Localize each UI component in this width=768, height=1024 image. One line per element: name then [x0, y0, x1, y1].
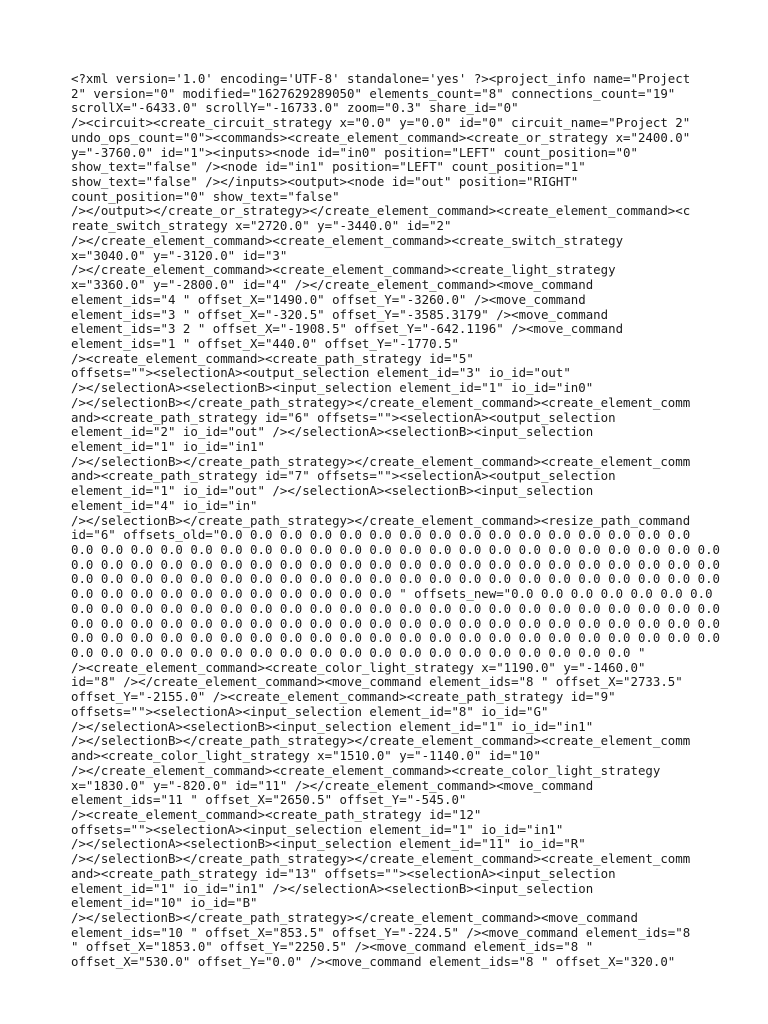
- text-line: id="6" offsets_old="0.0 0.0 0.0 0.0 0.0 0.0 0.0 0.0 0.0 0.0 0.0 0.0 0.0 0.0 0.0 0.0: [71, 527, 691, 543]
- text-line: element_id="1" io_id="out" /></selectionA><selectionB><input_selection: [71, 483, 594, 499]
- text-line: offset_Y="-2155.0" /><create_element_command><create_path_strategy id="9": [71, 689, 616, 705]
- text-line: /></selectionA><selectionB><input_selection element_id="11" io_id="R": [71, 836, 586, 852]
- text-line: x="3360.0" y="-2800.0" id="4" /></create_element_command><move_command: [71, 277, 594, 293]
- text-line: y="-3760.0" id="1"><inputs><node id="in0" position="LEFT" count_position="0": [71, 144, 638, 160]
- text-line: element_ids="4 " offset_X="1490.0" offset_Y="-3260.0" /><move_command: [71, 291, 586, 307]
- text-line: /></selectionB></create_path_strategy></create_element_command><create_element_comm: [71, 733, 691, 749]
- text-line: offsets=""><selectionA><input_selection element_id="8" io_id="G": [71, 703, 549, 719]
- text-line: element_id="1" io_id="in1" /></selectionA><selectionB><input_selection: [71, 880, 594, 896]
- text-line: element_id="1" io_id="in1": [71, 438, 265, 454]
- text-line: /></selectionA><selectionB><input_selection element_id="1" io_id="in1": [71, 718, 594, 734]
- text-line: 0.0 0.0 0.0 0.0 0.0 0.0 0.0 0.0 0.0 0.0 0.0 0.0 0.0 0.0 0.0 0.0 0.0 0.0 0.0 0.0 0.0 0.0: [71, 615, 721, 631]
- text-line: /><create_element_command><create_path_strategy id="12": [71, 806, 482, 822]
- text-line: element_ids="1 " offset_X="440.0" offset_Y="-1770.5": [71, 335, 459, 351]
- text-line: element_ids="10 " offset_X="853.5" offset_Y="-224.5" /><move_command element_ids="8: [71, 924, 691, 940]
- text-line: 0.0 0.0 0.0 0.0 0.0 0.0 0.0 0.0 0.0 0.0 0.0 0.0 0.0 0.0 0.0 0.0 0.0 0.0 0.0 0.0 0.0 0.0: [71, 571, 721, 587]
- text-line: 0.0 0.0 0.0 0.0 0.0 0.0 0.0 0.0 0.0 0.0 0.0 0.0 0.0 0.0 0.0 0.0 0.0 0.0 0.0 ": [71, 645, 646, 661]
- text-line: element_ids="11 " offset_X="2650.5" offset_Y="-545.0": [71, 792, 467, 808]
- text-line: 0.0 0.0 0.0 0.0 0.0 0.0 0.0 0.0 0.0 0.0 0.0 0.0 0.0 0.0 0.0 0.0 0.0 0.0 0.0 0.0 0.0 0.0: [71, 600, 721, 616]
- text-line: count_position="0" show_text="false": [71, 188, 340, 204]
- text-line: /></selectionA><selectionB><input_selection element_id="1" io_id="in0": [71, 380, 594, 396]
- xml-document-text: [71, 71, 721, 985]
- text-line: 2" version="0" modified="1627629289050" elements_count="8" connections_count="19": [71, 85, 676, 101]
- text-line: offsets=""><selectionA><output_selection element_id="3" io_id="out": [71, 365, 571, 381]
- text-line: 0.0 0.0 0.0 0.0 0.0 0.0 0.0 0.0 0.0 0.0 0.0 " offsets_new="0.0 0.0 0.0 0.0 0.0 0.0 0.0: [71, 586, 713, 602]
- text-line: /><create_element_command><create_color_light_strategy x="1190.0" y="-1460.0": [71, 659, 646, 675]
- text-line: element_id="10" io_id="B": [71, 895, 258, 911]
- text-line: /></output></create_or_strategy></create_element_command><create_element_command><c: [71, 203, 691, 219]
- text-line: x="1830.0" y="-820.0" id="11" /></create_element_command><move_command: [71, 777, 594, 793]
- text-line: reate_switch_strategy x="2720.0" y="-3440.0" id="2": [71, 218, 452, 234]
- text-line: offset_X="530.0" offset_Y="0.0" /><move_command element_ids="8 " offset_X="320.0": [71, 954, 676, 970]
- text-line: offsets=""><selectionA><input_selection element_id="1" io_id="in1": [71, 821, 564, 837]
- text-line: element_ids="3 2 " offset_X="-1908.5" offset_Y="-642.1196" /><move_command: [71, 321, 624, 337]
- text-line: 0.0 0.0 0.0 0.0 0.0 0.0 0.0 0.0 0.0 0.0 0.0 0.0 0.0 0.0 0.0 0.0 0.0 0.0 0.0 0.0 0.0 0.0: [71, 542, 721, 557]
- text-line: id="8" /></create_element_command><move_command element_ids="8 " offset_X="2733.5": [71, 674, 683, 690]
- text-line: and><create_color_light_strategy x="1510.0" y="-1140.0" id="10": [71, 748, 541, 764]
- text-line: /><create_element_command><create_path_strategy id="5": [71, 350, 474, 366]
- text-line: /></selectionB></create_path_strategy></create_element_command><create_element_comm: [71, 453, 691, 469]
- text-line: [71, 970, 711, 985]
- text-line: x="3040.0" y="-3120.0" id="3": [71, 247, 288, 263]
- text-line: /></create_element_command><create_element_command><create_color_light_strategy: [71, 762, 661, 778]
- text-line: /></create_element_command><create_element_command><create_light_strategy: [71, 262, 616, 278]
- text-line: /><circuit><create_circuit_strategy x="0.0" y="0.0" id="0" circuit_name="Project 2": [71, 115, 691, 131]
- text-line: /></selectionB></create_path_strategy></create_element_command><resize_path_command: [71, 512, 691, 528]
- text-line: and><create_path_strategy id="6" offsets=""><selectionA><output_selection: [71, 409, 616, 425]
- text-line: scrollX="-6433.0" scrollY="-16733.0" zoom="0.3" share_id="0": [71, 100, 519, 116]
- text-line: element_id="4" io_id="in": [71, 497, 258, 513]
- text-line: 0.0 0.0 0.0 0.0 0.0 0.0 0.0 0.0 0.0 0.0 0.0 0.0 0.0 0.0 0.0 0.0 0.0 0.0 0.0 0.0 0.0 0.0: [71, 630, 721, 646]
- text-line: /></selectionB></create_path_strategy></create_element_command><move_command: [71, 909, 638, 925]
- text-line: 0.0 0.0 0.0 0.0 0.0 0.0 0.0 0.0 0.0 0.0 0.0 0.0 0.0 0.0 0.0 0.0 0.0 0.0 0.0 0.0 0.0 0.0: [71, 556, 721, 572]
- text-line: element_id="2" io_id="out" /></selectionA><selectionB><input_selection: [71, 424, 594, 440]
- text-line: " offset_X="1853.0" offset_Y="2250.5" /><move_command element_ids="8 ": [71, 939, 594, 955]
- text-line: /></create_element_command><create_element_command><create_switch_strategy: [71, 232, 624, 248]
- text-line: show_text="false" /><node id="in1" position="LEFT" count_position="1": [71, 159, 586, 175]
- text-line: /></selectionB></create_path_strategy></create_element_command><create_element_comm: [71, 851, 691, 867]
- text-line: undo_ops_count="0"><commands><create_element_command><create_or_strategy x="2400.0": [71, 129, 691, 145]
- text-line: show_text="false" /></inputs><output><node id="out" position="RIGHT": [71, 174, 579, 190]
- text-line: /></selectionB></create_path_strategy></create_element_command><create_element_comm: [71, 394, 691, 410]
- text-line: and><create_path_strategy id="13" offsets=""><selectionA><input_selection: [71, 865, 616, 881]
- text-line: and><create_path_strategy id="7" offsets=""><selectionA><output_selection: [71, 468, 616, 484]
- text-line: <?xml version='1.0' encoding='UTF-8' standalone='yes' ?><project_info name="Project: [71, 71, 691, 86]
- text-line: element_ids="3 " offset_X="-320.5" offset_Y="-3585.3179" /><move_command: [71, 306, 609, 322]
